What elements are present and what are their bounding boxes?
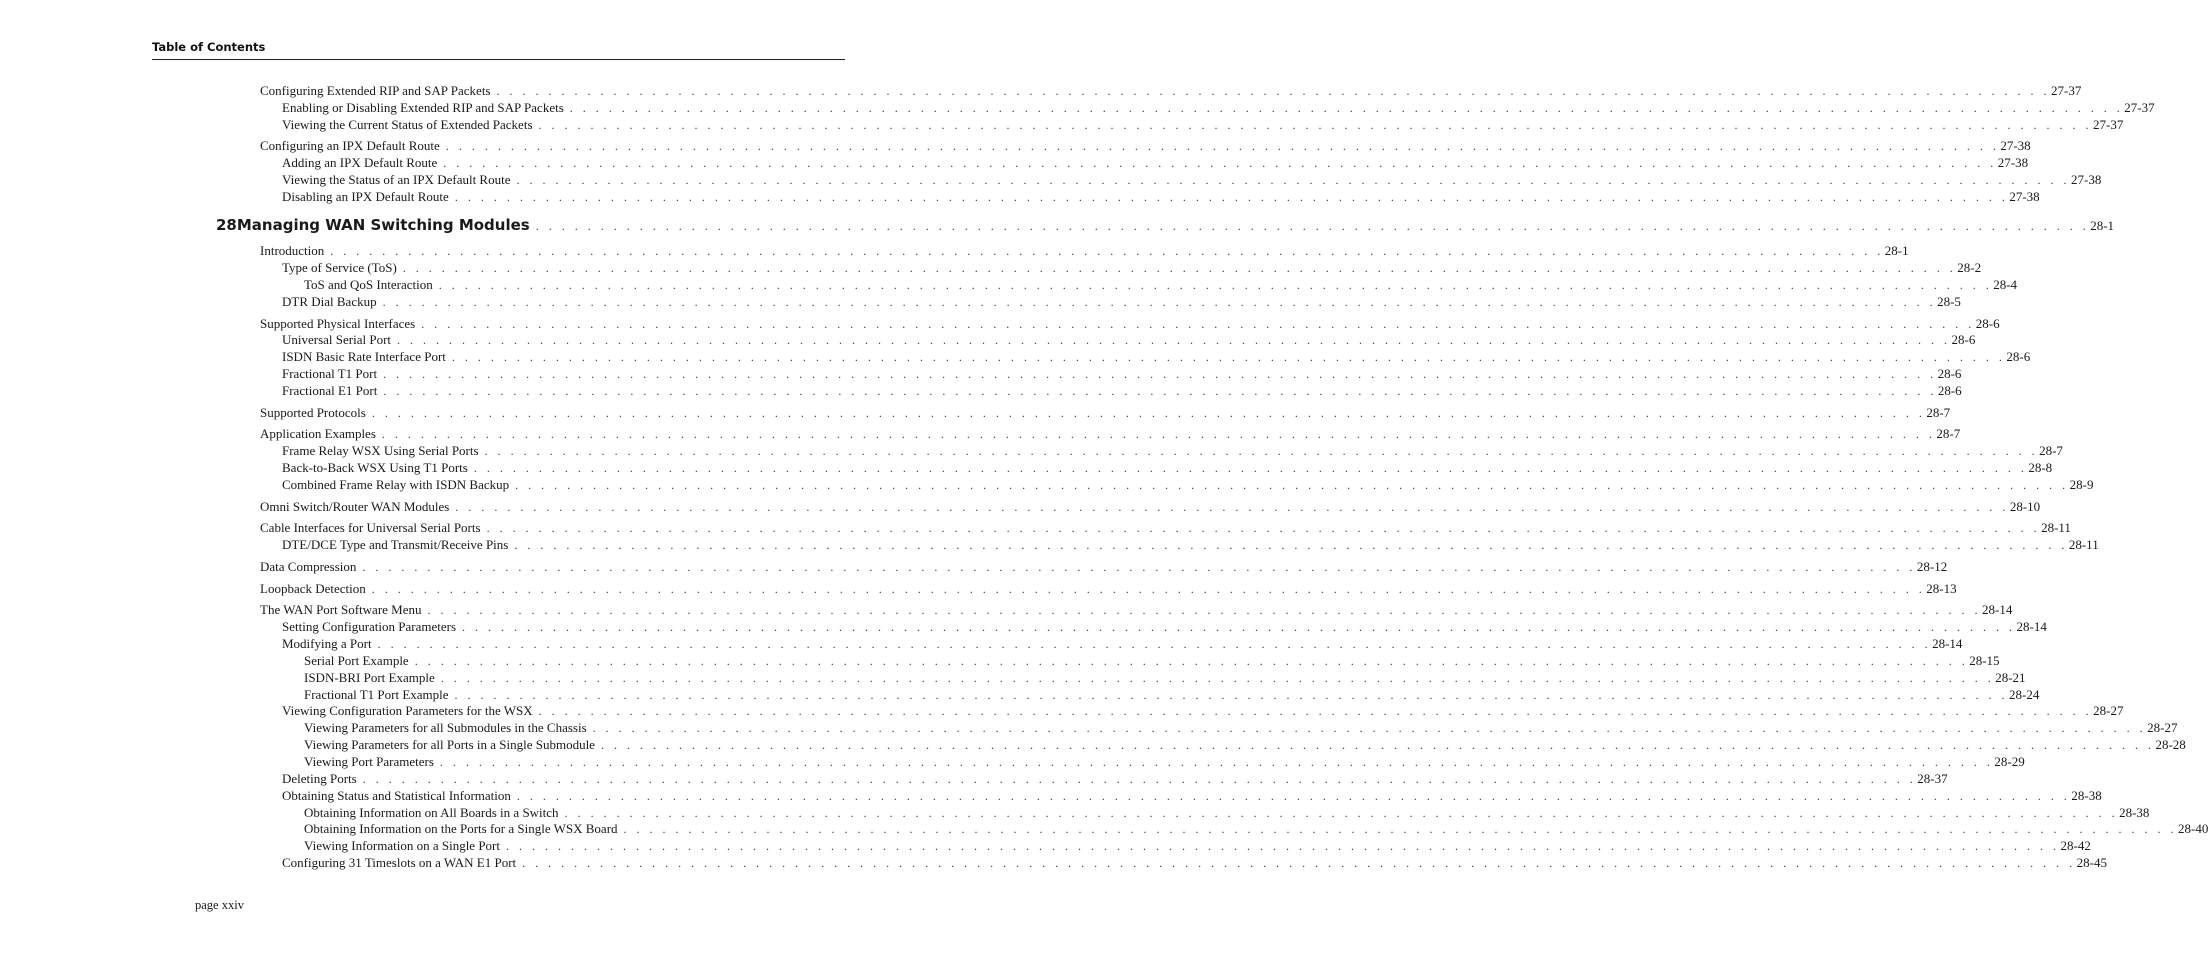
toc-entry-page: 28-1 xyxy=(1884,243,1909,258)
dot-leader: . . . . . . . . . . . . . . . . . . . . . . . . . . . . . . . . . . . . . . . . . . . . . . . . . . . . . . . . . . . . . . . . . . . . . . . . . . . . . . . . . . . . . . . . . . . . . . . . . . . . . . . . . . . . . . . . . . . . . . . . xyxy=(484,444,2039,458)
dot-leader: . . . . . . . . . . . . . . . . . . . . . . . . . . . . . . . . . . . . . . . . . . . . . . . . . . . . . . . . . . . . . . . . . . . . . . . . . . . . . . . . . . . . . . . . . . . . . . . . . . . . . . . . . . . . . . . . . . . . . . . . xyxy=(438,278,1993,292)
toc-entry-title: Omni Switch/Router WAN Modules xyxy=(260,499,450,514)
toc-entry-title: Obtaining Information on All Boards in a Switch xyxy=(304,805,559,820)
toc-entry[interactable] xyxy=(282,117,2124,133)
toc-entry[interactable] xyxy=(282,855,2107,871)
toc-entry-title: Deleting Ports xyxy=(282,771,357,786)
dot-leader: . . . . . . . . . . . . . . . . . . . . . . . . . . . . . . . . . . . . . . . . . . . . . . . . . . . . . . . . . . . . . . . . . . . . . . . . . . . . . . . . . . . . . . . . . . . . . . . . . . . . . . . . . . . . . . . . . . . . . . . . xyxy=(440,671,1995,685)
toc-entry-title: Supported Physical Interfaces xyxy=(260,316,416,331)
toc-entry[interactable] xyxy=(282,771,1948,787)
toc-entry[interactable] xyxy=(260,520,2071,536)
page-number: page xxiv xyxy=(195,898,244,912)
toc-entry-title: Serial Port Example xyxy=(304,653,409,668)
toc-entry[interactable] xyxy=(282,189,2040,205)
toc-entry-title: Enabling or Disabling Extended RIP and SAP Packets xyxy=(282,100,564,115)
toc-entry-page: 28-24 xyxy=(2009,687,2040,702)
toc-entry-page: 28-40 xyxy=(2178,821,2208,836)
toc-entry[interactable] xyxy=(260,83,2082,99)
toc-entry-page: 28-11 xyxy=(2068,537,2099,552)
toc-entry[interactable] xyxy=(282,100,2155,116)
toc-entry-page: 28-6 xyxy=(1937,383,1962,398)
dot-leader: . . . . . . . . . . . . . . . . . . . . . . . . . . . . . . . . . . . . . . . . . . . . . . . . . . . . . . . . . . . . . . . . . . . . . . . . . . . . . . . . . . . . . . . . . . . . . . . . . . . . . . . . . . . . . . . . . . . . . . . . xyxy=(383,367,1937,381)
toc-entry-page: 28-6 xyxy=(1937,366,1962,381)
toc-entry-page: 28-11 xyxy=(2041,520,2071,535)
dot-leader: . . . . . . . . . . . . . . . . . . . . . . . . . . . . . . . . . . . . . . . . . . . . . . . . . . . . . . . . . . . . . . . . . . . . . . . . . . . . . . . . . . . . . . . . . . . . . . . . . . . . . . . . . . . . . . . . . . . . . . . . xyxy=(514,538,2068,552)
toc-entry-title: DTR Dial Backup xyxy=(282,294,377,309)
toc-entry-page: 28-6 xyxy=(2006,349,2031,364)
toc-entry[interactable] xyxy=(260,316,2000,332)
toc-entry-page: 28-14 xyxy=(1982,602,2013,617)
toc-entry-title: Viewing the Status of an IPX Default Route xyxy=(282,172,511,187)
dot-leader: . . . . . . . . . . . . . . . . . . . . . . . . . . . . . . . . . . . . . . . . . . . . . . . . . . . . . . . . . . . . . . . . . . . . . . . . . . . . . . . . . . . . . . . . . . . . . . . . . . . . . . . . . . . . . . . . . . . . . . . . xyxy=(486,521,2041,535)
toc-entry-page: 27-38 xyxy=(2009,189,2040,204)
toc-entry[interactable] xyxy=(282,172,2102,188)
toc-entry-page: 28-5 xyxy=(1937,294,1961,309)
toc-entry-title: ISDN-BRI Port Example xyxy=(304,670,435,685)
toc-entry-title: Cable Interfaces for Universal Serial Ports xyxy=(260,520,481,535)
dot-leader: . . . . . . . . . . . . . . . . . . . . . . . . . . . . . . . . . . . . . . . . . . . . . . . . . . . . . . . . . . . . . . . . . . . . . . . . . . . . . . . . . . . . . . . . . . . . . . . . . . . . . . . . . . . . . . . . . . . . . . . . xyxy=(397,333,1951,347)
toc-entry-page: 28-21 xyxy=(1995,670,2026,685)
toc-entry-title: Disabling an IPX Default Route xyxy=(282,189,449,204)
toc-entry[interactable] xyxy=(304,277,2018,293)
dot-leader: . . . . . . . . . . . . . . . . . . . . . . . . . . . . . . . . . . . . . . . . . . . . . . . . . . . . . . . . . . . . . . . . . . . . . . . . . . . . . . . . . . . . . . . . . . . . . . . . . . . . . . . . . . . . . . . . . . . . . . . . xyxy=(515,478,2069,492)
dot-leader: . . . . . . . . . . . . . . . . . . . . . . . . . . . . . . . . . . . . . . . . . . . . . . . . . . . . . . . . . . . . . . . . . . . . . . . . . . . . . . . . . . . . . . . . . . . . . . . . . . . . . . . . . . . . . . . . . . . . . . . . xyxy=(443,156,1997,170)
toc-entry-title: Fractional T1 Port Example xyxy=(304,687,449,702)
toc-entry[interactable] xyxy=(304,687,2040,703)
toc-entry[interactable] xyxy=(304,720,2178,736)
toc-entry-page: 28-10 xyxy=(2009,499,2041,514)
toc-entry-page: 28-14 xyxy=(1932,636,1963,651)
toc-entry-page: 28-37 xyxy=(1917,771,1948,786)
toc-entry-page: 27-38 xyxy=(1997,155,2029,170)
toc-entry[interactable] xyxy=(282,703,2124,719)
chapter-title: Managing WAN Switching Modules xyxy=(236,216,530,234)
toc-entry[interactable] xyxy=(260,426,1961,442)
dot-leader: . . . . . . . . . . . . . . . . . . . . . . . . . . . . . . . . . . . . . . . . . . . . . . . . . . . . . . . . . . . . . . . . . . . . . . . . . . . . . . . . . . . . . . . . . . . . . . . . . . . . . . . . . . . . . . . . . . . . . . . . xyxy=(600,738,2155,752)
toc-entry-title: Type of Service (ToS) xyxy=(282,260,397,275)
dot-leader: . . . . . . . . . . . . . . . . . . . . . . . . . . . . . . . . . . . . . . . . . . . . . . . . . . . . . . . . . . . . . . . . . . . . . . . . . . . . . . . . . . . . . . . . . . . . . . . . . . . . . . . . . . . . . . . . . . . . . . . . xyxy=(371,406,1926,420)
toc-entry-page: 28-45 xyxy=(2076,855,2107,870)
toc-entry[interactable] xyxy=(282,619,2047,635)
toc-entry-title: Introduction xyxy=(260,243,325,258)
toc-entry-page: 28-7 xyxy=(1926,405,1951,420)
toc-entry-title: Adding an IPX Default Route xyxy=(282,155,438,170)
toc-entry-title: Configuring 31 Timeslots on a WAN E1 Port xyxy=(282,855,517,870)
toc-entry-page: 28-8 xyxy=(2028,460,2053,475)
header-title: Table of Contents xyxy=(152,40,266,54)
toc-entry-page: 27-37 xyxy=(2051,83,2082,98)
dot-leader: . . . . . . . . . . . . . . . . . . . . . . . . . . . . . . . . . . . . . . . . . . . . . . . . . . . . . . . . . . . . . . . . . . . . . . . . . . . . . . . . . . . . . . . . . . . . . . . . . . . . . . . . . . . . . . . . . . . . . . . . xyxy=(538,118,2092,132)
toc-entry-page: 28-6 xyxy=(1951,332,1976,347)
toc-entry-page: 28-12 xyxy=(1916,559,1948,574)
toc-entry[interactable] xyxy=(304,670,2026,686)
toc-entry-page: 27-38 xyxy=(2070,172,2102,187)
dot-leader: . . . . . . . . . . . . . . . . . . . . . . . . . . . . . . . . . . . . . . . . . . . . . . . . . . . . . . . . . . . . . . . . . . . . . . . . . . . . . . . . . . . . . . . . . . . . . . . . . . . . . . . . . . . . . . . . . . . . . . . . xyxy=(362,560,1916,574)
toc-entry-title: The WAN Port Software Menu xyxy=(260,602,422,617)
toc-entry-title: Viewing Parameters for all Ports in a Single Submodule xyxy=(304,737,595,752)
toc-entry-title: Viewing Configuration Parameters for the WSX xyxy=(282,703,533,718)
dot-leader: . . . . . . . . . . . . . . . . . . . . . . . . . . . . . . . . . . . . . . . . . . . . . . . . . . . . . . . . . . . . . . . . . . . . . . . . . . . . . . . . . . . . . . . . . . . . . . . . . . . . . . . . . . . . . . . . . . . . . . . . xyxy=(445,139,2000,153)
toc-entry-title: Setting Configuration Parameters xyxy=(282,619,457,634)
toc-entry[interactable] xyxy=(304,805,2150,821)
dot-leader: . . . . . . . . . . . . . . . . . . . . . . . . . . . . . . . . . . . . . . . . . . . . . . . . . . . . . . . . . . . . . . . . . . . . . . . . . . . . . . . . . . . . . . . . . . . . . . . . . . . . . . . . . . . . . . . . . . . . . . . . xyxy=(454,190,2009,204)
toc-entry-page: 28-9 xyxy=(2069,477,2094,492)
toc-entry-title: Universal Serial Port xyxy=(282,332,392,347)
dot-leader: . . . . . . . . . . . . . . . . . . . . . . . . . . . . . . . . . . . . . . . . . . . . . . . . . . . . . . . . . . . . . . . . . . . . . . . . . . . . . . . . . . . . . . . . . . . . . . . . . . . . . . . . . . . . . . . . . . . . . . . . xyxy=(402,261,1957,275)
toc-entry-page: 28-38 xyxy=(2071,788,2102,803)
toc-entry[interactable] xyxy=(260,499,2041,515)
dot-leader: . . . . . . . . . . . . . . . . . . . . . . . . . . . . . . . . . . . . . . . . . . . . . . . . . . . . . . . . . . . . . . . . . . . . . . . . . . . . . . . . . . . . . . . . . . . . . . . . . . . . . . . . . . . . . . . . . . . . . . . . xyxy=(362,772,1917,786)
dot-leader: . . . . . . . . . . . . . . . . . . . . . . . . . . . . . . . . . . . . . . . . . . . . . . . . . . . . . . . . . . . . . . . . . . . . . . . . . . . . . . . . . . . . . . . . . . . . . . . . . . . . . . . . . . . . . . . . . . . . . . . . xyxy=(414,654,1969,668)
toc-entry[interactable] xyxy=(282,366,1962,382)
toc-entry-title: Obtaining Status and Statistical Information xyxy=(282,788,511,803)
toc-entry[interactable] xyxy=(282,332,1976,348)
dot-leader: . . . . . . . . . . . . . . . . . . . . . . . . . . . . . . . . . . . . . . . . . . . . . . . . . . . . . . . . . . . . . . . . . . . . . . . . . . . . . . . . . . . . . . . . . . . . . . . . . . . . . . . . . . . . . . . . . . . . . . . . xyxy=(592,721,2147,735)
toc-entry-title: Modifying a Port xyxy=(282,636,372,651)
dot-leader: . . . . . . . . . . . . . . . . . . . . . . . . . . . . . . . . . . . . . . . . . . . . . . . . . . . . . . . . . . . . . . . . . . . . . . . . . . . . . . . . . . . . . . . . . . . . . . . . . . . . . . . . . . . . . . . . . . . . . . . . xyxy=(330,244,1884,258)
dot-leader: . . . . . . . . . . . . . . . . . . . . . . . . . . . . . . . . . . . . . . . . . . . . . . . . . . . . . . . . . . . . . . . . . . . . . . . . . . . . . . . . . . . . . . . . . . . . . . . . . . . . . . . . . . . . . . . . . . . . . . . . xyxy=(538,704,2093,718)
dot-leader: . . . . . . . . . . . . . . . . . . . . . . . . . . . . . . . . . . . . . . . . . . . . . . . . . . . . . . . . . . . . . . . . . . . . . . . . . . . . . . . . . . . . . . . . . . . . . . . . . . . . . . . . . . . . . . . . . . . . . . . . xyxy=(371,582,1926,596)
dot-leader: . . . . . . . . . . . . . . . . . . . . . . . . . . . . . . . . . . . . . . . . . . . . . . . . . . . . . . . . . . . . . . . . . . . . . . . . . . . . . . . . . . . . . . . . . . . . . . . . . . . . . . . . . . . . . . . . . . . . . . . . xyxy=(564,806,2119,820)
toc-entry-page: 28-4 xyxy=(1993,277,2018,292)
toc-entry[interactable] xyxy=(282,349,2031,365)
toc-entry[interactable] xyxy=(260,602,2013,618)
toc-entry-title: Viewing Information on a Single Port xyxy=(304,838,500,853)
toc-entry-title: Obtaining Information on the Ports for a Single WSX Board xyxy=(304,821,618,836)
toc-entry-page: 27-37 xyxy=(2093,117,2124,132)
toc-entry-page: 28-42 xyxy=(2060,838,2091,853)
toc-entry-title: Viewing the Current Status of Extended Packets xyxy=(282,117,533,132)
toc-entry-title: DTE/DCE Type and Transmit/Receive Pins xyxy=(282,537,509,552)
dot-leader: . . . . . . . . . . . . . . . . . . . . . . . . . . . . . . . . . . . . . . . . . . . . . . . . . . . . . . . . . . . . . . . . . . . . . . . . . . . . . . . . . . . . . . . . . . . . . . . . . . . . . . . . . . . . . . . . . . . . . . . . xyxy=(516,173,2070,187)
dot-leader: . . . . . . . . . . . . . . . . . . . . . . . . . . . . . . . . . . . . . . . . . . . . . . . . . . . . . . . . . . . . . . . . . . . . . . . . . . . . . . . . . . . . . . . . . . . . . . . . . . . . . . . . . . . . . . . . . . . . . . . . xyxy=(454,688,2009,702)
toc-entry-page: 27-38 xyxy=(2000,138,2031,153)
toc-entry[interactable] xyxy=(282,537,2099,553)
toc-entry[interactable] xyxy=(282,477,2094,493)
toc-entry-page: 28-29 xyxy=(1994,754,2025,769)
toc-entry[interactable] xyxy=(304,653,2000,669)
toc-entry-title: Application Examples xyxy=(260,426,376,441)
toc-entry-title: Fractional T1 Port xyxy=(282,366,378,381)
toc-entry-title: Viewing Port Parameters xyxy=(304,754,434,769)
toc-entry-page: 28-27 xyxy=(2147,720,2178,735)
dot-leader: . . . . . . . . . . . . . . . . . . . . . . . . . . . . . . . . . . . . . . . . . . . . . . . . . . . . . . . . . . . . . . . . . . . . . . . . . . . . . . . . . . . . . . . . . . . . . . . . . . . . . . . . . . . . . . . . . . . . . . . . xyxy=(455,500,2009,514)
toc-entry-title: Fractional E1 Port xyxy=(282,383,378,398)
dot-leader: . . . . . . . . . . . . . . . . . . . . . . . . . . . . . . . . . . . . . . . . . . . . . . . . . . . . . . . . . . . . . . . . . . . . . . . . . . . . . . . . . . . . . . . . . . . . . . . . . . . . . . . . . . . . . . . . . . . . . . . . xyxy=(462,620,2016,634)
toc-entry[interactable] xyxy=(260,405,1951,421)
toc-entry-page: 28-7 xyxy=(2039,443,2063,458)
chapter-number: 28 xyxy=(216,216,237,234)
toc-entry-page: 28-2 xyxy=(1957,260,1982,275)
dot-leader: . . . . . . . . . . . . . . . . . . . . . . . . . . . . . . . . . . . . . . . . . . . . . . . . . . . . . . . . . . . . . . . . . . . . . . . . . . . . . . . . . . . . . . . . . . . . . . . . . . . . . . . . . . . . . . . . . . . . . . . . xyxy=(535,219,2090,233)
toc-entry[interactable] xyxy=(282,443,2063,459)
chapter-page: 28-1 xyxy=(2090,218,2115,233)
toc-entry[interactable] xyxy=(304,754,2025,770)
toc-entry-title: Viewing Parameters for all Submodules in the Chassis xyxy=(304,720,587,735)
dot-leader: . . . . . . . . . . . . . . . . . . . . . . . . . . . . . . . . . . . . . . . . . . . . . . . . . . . . . . . . . . . . . . . . . . . . . . . . . . . . . . . . . . . . . . . . . . . . . . . . . . . . . . . . . . . . . . . . . . . . . . . . xyxy=(383,384,1937,398)
toc-entry-page: 28-14 xyxy=(2016,619,2047,634)
toc-entry-page: 28-6 xyxy=(1975,316,2000,331)
toc-entry[interactable] xyxy=(282,260,1982,276)
toc-entry-title: ISDN Basic Rate Interface Port xyxy=(282,349,446,364)
dot-leader: . . . . . . . . . . . . . . . . . . . . . . . . . . . . . . . . . . . . . . . . . . . . . . . . . . . . . . . . . . . . . . . . . . . . . . . . . . . . . . . . . . . . . . . . . . . . . . . . . . . . . . . . . . . . . . . . . . . . . . . . xyxy=(623,822,2178,836)
toc-entry-page: 28-13 xyxy=(1926,581,1957,596)
dot-leader: . . . . . . . . . . . . . . . . . . . . . . . . . . . . . . . . . . . . . . . . . . . . . . . . . . . . . . . . . . . . . . . . . . . . . . . . . . . . . . . . . . . . . . . . . . . . . . . . . . . . . . . . . . . . . . . . . . . . . . . . xyxy=(522,856,2076,870)
dot-leader: . . . . . . . . . . . . . . . . . . . . . . . . . . . . . . . . . . . . . . . . . . . . . . . . . . . . . . . . . . . . . . . . . . . . . . . . . . . . . . . . . . . . . . . . . . . . . . . . . . . . . . . . . . . . . . . . . . . . . . . . xyxy=(473,461,2028,475)
dot-leader: . . . . . . . . . . . . . . . . . . . . . . . . . . . . . . . . . . . . . . . . . . . . . . . . . . . . . . . . . . . . . . . . . . . . . . . . . . . . . . . . . . . . . . . . . . . . . . . . . . . . . . . . . . . . . . . . . . . . . . . . xyxy=(439,755,1994,769)
toc-entry[interactable] xyxy=(282,383,1962,399)
toc-entry[interactable] xyxy=(260,243,1909,259)
toc-entry-title: Loopback Detection xyxy=(260,581,366,596)
dot-leader: . . . . . . . . . . . . . . . . . . . . . . . . . . . . . . . . . . . . . . . . . . . . . . . . . . . . . . . . . . . . . . . . . . . . . . . . . . . . . . . . . . . . . . . . . . . . . . . . . . . . . . . . . . . . . . . . . . . . . . . . xyxy=(451,350,2006,364)
toc-entry[interactable] xyxy=(304,838,2091,854)
dot-leader: . . . . . . . . . . . . . . . . . . . . . . . . . . . . . . . . . . . . . . . . . . . . . . . . . . . . . . . . . . . . . . . . . . . . . . . . . . . . . . . . . . . . . . . . . . . . . . . . . . . . . . . . . . . . . . . . . . . . . . . . xyxy=(516,789,2071,803)
dot-leader: . . . . . . . . . . . . . . . . . . . . . . . . . . . . . . . . . . . . . . . . . . . . . . . . . . . . . . . . . . . . . . . . . . . . . . . . . . . . . . . . . . . . . . . . . . . . . . . . . . . . . . . . . . . . . . . . . . . . . . . . xyxy=(496,84,2050,98)
dot-leader: . . . . . . . . . . . . . . . . . . . . . . . . . . . . . . . . . . . . . . . . . . . . . . . . . . . . . . . . . . . . . . . . . . . . . . . . . . . . . . . . . . . . . . . . . . . . . . . . . . . . . . . . . . . . . . . . . . . . . . . . xyxy=(569,101,2124,115)
toc-entry-title: Combined Frame Relay with ISDN Backup xyxy=(282,477,510,492)
toc-entry-page: 27-37 xyxy=(2124,100,2155,115)
toc-entry-title: Frame Relay WSX Using Serial Ports xyxy=(282,443,479,458)
toc-entry-page: 28-28 xyxy=(2155,737,2186,752)
toc-entry-title: Configuring Extended RIP and SAP Packets xyxy=(260,83,491,98)
dot-leader: . . . . . . . . . . . . . . . . . . . . . . . . . . . . . . . . . . . . . . . . . . . . . . . . . . . . . . . . . . . . . . . . . . . . . . . . . . . . . . . . . . . . . . . . . . . . . . . . . . . . . . . . . . . . . . . . . . . . . . . . xyxy=(382,295,1937,309)
dot-leader: . . . . . . . . . . . . . . . . . . . . . . . . . . . . . . . . . . . . . . . . . . . . . . . . . . . . . . . . . . . . . . . . . . . . . . . . . . . . . . . . . . . . . . . . . . . . . . . . . . . . . . . . . . . . . . . . . . . . . . . . xyxy=(381,427,1936,441)
toc-entry-title: Supported Protocols xyxy=(260,405,366,420)
toc-entry[interactable] xyxy=(260,559,1948,575)
toc-entry[interactable] xyxy=(260,138,2031,154)
toc-entry[interactable] xyxy=(260,581,1957,597)
toc-entry-title: ToS and QoS Interaction xyxy=(304,277,433,292)
toc-entry[interactable] xyxy=(282,636,1963,652)
toc-entry-page: 28-15 xyxy=(1969,653,2000,668)
toc-entry-title: Back-to-Back WSX Using T1 Ports xyxy=(282,460,468,475)
dot-leader: . . . . . . . . . . . . . . . . . . . . . . . . . . . . . . . . . . . . . . . . . . . . . . . . . . . . . . . . . . . . . . . . . . . . . . . . . . . . . . . . . . . . . . . . . . . . . . . . . . . . . . . . . . . . . . . . . . . . . . . . xyxy=(506,839,2060,853)
dot-leader: . . . . . . . . . . . . . . . . . . . . . . . . . . . . . . . . . . . . . . . . . . . . . . . . . . . . . . . . . . . . . . . . . . . . . . . . . . . . . . . . . . . . . . . . . . . . . . . . . . . . . . . . . . . . . . . . . . . . . . . . xyxy=(421,317,1975,331)
toc-entry[interactable] xyxy=(282,788,2102,804)
toc-entry-title: Configuring an IPX Default Route xyxy=(260,138,440,153)
dot-leader: . . . . . . . . . . . . . . . . . . . . . . . . . . . . . . . . . . . . . . . . . . . . . . . . . . . . . . . . . . . . . . . . . . . . . . . . . . . . . . . . . . . . . . . . . . . . . . . . . . . . . . . . . . . . . . . . . . . . . . . . xyxy=(427,603,1982,617)
dot-leader: . . . . . . . . . . . . . . . . . . . . . . . . . . . . . . . . . . . . . . . . . . . . . . . . . . . . . . . . . . . . . . . . . . . . . . . . . . . . . . . . . . . . . . . . . . . . . . . . . . . . . . . . . . . . . . . . . . . . . . . . xyxy=(377,637,1932,651)
toc-entry[interactable] xyxy=(282,155,2029,171)
toc-entry-title: Data Compression xyxy=(260,559,357,574)
toc-entry[interactable] xyxy=(282,460,2053,476)
toc-entry[interactable] xyxy=(282,294,1961,310)
running-header xyxy=(152,40,845,60)
toc-entry-page: 28-38 xyxy=(2119,805,2150,820)
toc-entry[interactable] xyxy=(304,737,2186,753)
toc-entry-page: 28-7 xyxy=(1936,426,1961,441)
chapter-heading[interactable] xyxy=(216,216,2115,234)
toc-entry[interactable] xyxy=(304,821,2208,837)
toc-entry-page: 28-27 xyxy=(2093,703,2124,718)
